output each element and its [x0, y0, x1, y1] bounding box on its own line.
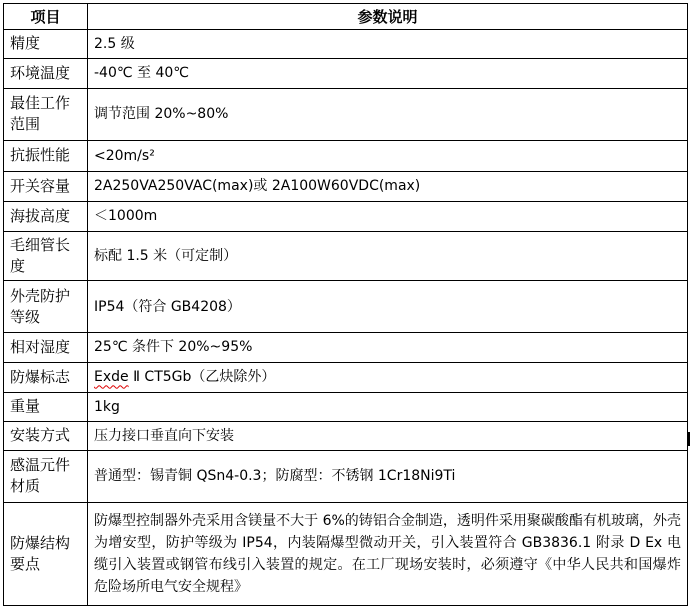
table-row-relative-humidity [4, 332, 688, 362]
parameter-table [3, 3, 688, 606]
table-row-explosion-proof-structure [4, 502, 688, 605]
table-row-explosion-proof-mark [4, 362, 688, 392]
row-label: 精度 [4, 30, 88, 59]
row-label: 安装方式 [4, 421, 88, 450]
row-value: 调节范围 20%~80% [88, 88, 688, 140]
row-label: 重量 [4, 392, 88, 421]
row-value: 2.5 级 [88, 30, 688, 59]
table-row-weight [4, 392, 688, 421]
table-row-enclosure-protection [4, 281, 688, 333]
row-value: -40℃ 至 40℃ [88, 58, 688, 88]
table-header-row [4, 4, 688, 30]
row-value-rest: Ⅱ CT5Gb（乙炔除外） [128, 369, 276, 386]
spellcheck-marked-text: Exde [94, 369, 129, 386]
table-row-vibration [4, 140, 688, 171]
header-description: 参数说明 [88, 4, 688, 30]
row-value: 标配 1.5 米（可定制） [88, 231, 688, 281]
table-row-switch-capacity [4, 171, 688, 201]
row-value: 普通型：锡青铜 QSn4-0.3；防腐型：不锈钢 1Cr18Ni9Ti [88, 450, 688, 502]
table-row-accuracy [4, 30, 688, 59]
row-label: 环境温度 [4, 58, 88, 88]
row-label: 最佳工作范围 [4, 88, 88, 140]
edge-marker [687, 432, 690, 446]
row-label: 毛细管长度 [4, 231, 88, 281]
table-row-sensor-material [4, 450, 688, 502]
row-label: 海拔高度 [4, 201, 88, 231]
table-row-capillary-length [4, 231, 688, 281]
row-label: 外壳防护等级 [4, 281, 88, 333]
row-label: 开关容量 [4, 171, 88, 201]
row-label: 防爆结构要点 [4, 502, 88, 605]
row-label: 感温元件材质 [4, 450, 88, 502]
row-label: 抗振性能 [4, 140, 88, 171]
row-value: <20m/s² [88, 140, 688, 171]
table-row-ambient-temperature [4, 58, 688, 88]
row-value: 2A250VA250VAC(max)或 2A100W60VDC(max) [88, 171, 688, 201]
table-row-working-range [4, 88, 688, 140]
row-value: 压力接口垂直向下安装 [88, 421, 688, 450]
header-item: 项目 [4, 4, 88, 30]
row-value [88, 362, 688, 392]
row-value: 1kg [88, 392, 688, 421]
table-row-altitude [4, 201, 688, 231]
row-value: IP54（符合 GB4208） [88, 281, 688, 333]
row-value: 防爆型控制器外壳采用含镁量不大于 6%的铸铝合金制造，透明件采用聚碳酸酯有机玻璃，外壳为增安型，防护等级为 IP54，内装隔爆型微动开关，引入装置符合 GB3836.1 附录 D Ex 电缆引入装置或钢管布线引入装置的规定。在工厂现场安装时，必须遵守《中华人民共和国爆炸危险场所电气安全规程》 [88, 502, 688, 605]
row-label: 防爆标志 [4, 362, 88, 392]
row-label: 相对湿度 [4, 332, 88, 362]
row-value: 25℃ 条件下 20%~95% [88, 332, 688, 362]
row-value: ＜1000m [88, 201, 688, 231]
table-row-installation [4, 421, 688, 450]
